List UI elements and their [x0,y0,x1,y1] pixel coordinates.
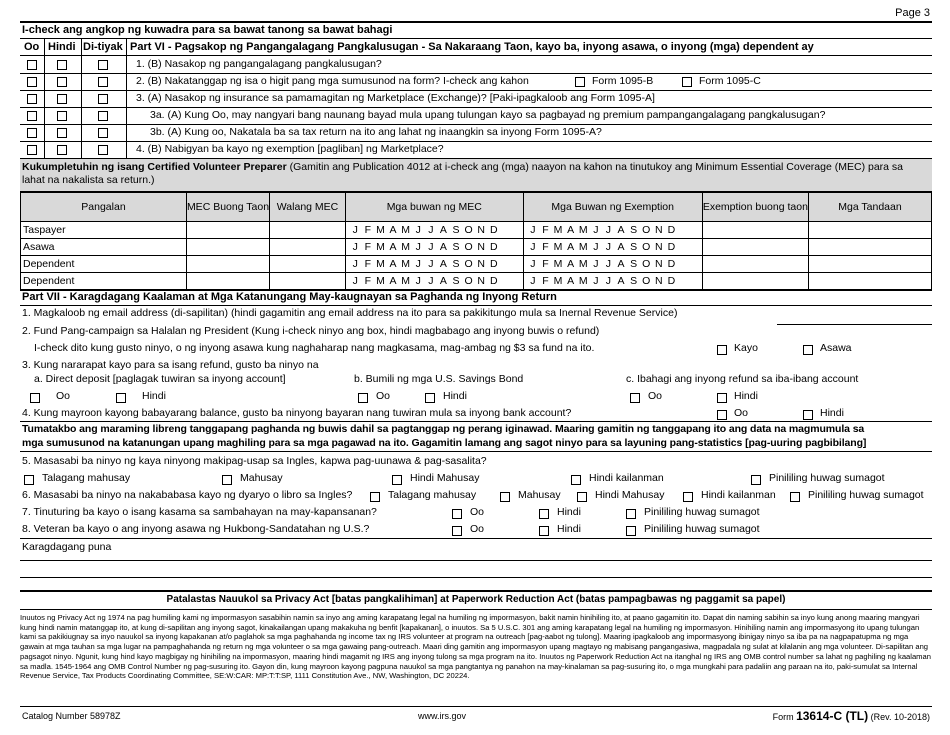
exempt-month-7[interactable]: A [617,224,625,236]
mec-month-10[interactable]: N [477,224,486,236]
irs-website[interactable]: www.irs.gov [418,711,467,721]
mec-month-4[interactable]: M [401,258,411,270]
split-refund-no-label: Hindi [734,390,758,402]
exempt-month-4[interactable]: M [578,241,588,253]
exempt-month-5[interactable]: J [593,275,599,287]
mec-month-11[interactable]: D [490,258,498,270]
mec-month-4[interactable]: M [401,224,411,236]
cvp-heading-bold: Kukumpletuhin ng isang Certified Volunteer Preparer [22,161,287,173]
exempt-month-9[interactable]: O [642,224,651,236]
disability-yes-label: Oo [470,506,485,518]
col-notes-header: Mga Tandaan [808,193,931,222]
cvp-heading [22,161,927,187]
mec-month-3[interactable]: A [389,258,397,270]
mec-table-row [21,256,932,273]
question-7-7: 7. Tinuturing ba kayo o isang kasama sa sambahayan na may-kapansanan? [22,506,377,518]
mec-month-10[interactable]: N [477,275,486,287]
mec-full-year-cell[interactable] [186,239,269,256]
campaign-you-checkbox[interactable] [717,345,727,355]
exempt-month-0[interactable]: J [530,241,536,253]
split-refund-yes-checkbox[interactable] [630,393,640,403]
mec-month-1[interactable]: F [364,224,372,236]
mec-month-4[interactable]: M [401,275,411,287]
exempt-month-1[interactable]: F [542,275,549,287]
english-read-option-1-checkbox[interactable] [500,492,510,502]
exempt-month-8[interactable]: S [630,241,638,253]
exempt-month-0[interactable]: J [530,275,536,287]
question-7-2-sub: I-check dito kung gusto ninyo, o ng inyong asawa kung naghaharap nang magkasama, mag-ambag ng $3 sa fund na ito. [34,342,595,354]
q6-2-yes-checkbox[interactable] [27,77,37,87]
english-speak-option-3-label: Hindi kailanman [589,472,664,484]
exempt-month-11[interactable]: D [667,224,676,236]
page-label: Page 3 [895,7,930,19]
mec-month-9[interactable]: O [464,224,473,236]
exempt-month-10[interactable]: N [654,241,663,253]
exempt-months-cell [523,222,702,239]
exempt-month-1[interactable]: F [542,258,549,270]
mec-month-0[interactable]: J [352,224,358,236]
exempt-month-2[interactable]: M [553,275,563,287]
col-yes-header: Oo [24,41,40,53]
mec-month-7[interactable]: A [439,275,447,287]
question-6-3b: 3b. (A) Kung oo, Nakatala ba sa tax return na ito ang lahat ng inaangkin sa inyong Form 1095-A? [150,126,602,138]
mec-row-name: Dependent [21,256,187,273]
english-speak-option-0-label: Talagang mahusay [42,472,131,484]
q6-2-unsure-checkbox[interactable] [98,77,108,87]
exempt-month-6[interactable]: J [605,258,612,270]
mec-month-8[interactable]: S [452,224,460,236]
bank-payment-yes-checkbox[interactable] [717,410,727,420]
mec-month-6[interactable]: J [428,241,434,253]
mec-month-3[interactable]: A [389,275,397,287]
question-7-4: 4. Kung mayroon kayong babayarang balance, gusto ba ninyong bayaran nang tuwiran mula sa inyong bank account? [22,407,572,419]
exempt-month-9[interactable]: O [642,275,651,287]
q6-3-no-checkbox[interactable] [57,94,67,104]
exempt-months-cell [523,256,702,273]
veteran-decline-label: Pinililing huwag sumagot [644,523,760,535]
bank-payment-no-checkbox[interactable] [803,410,813,420]
mec-month-7[interactable]: A [439,258,447,270]
q6-3a-yes-checkbox[interactable] [27,111,37,121]
exempt-month-0[interactable]: J [530,258,536,270]
exempt-month-11[interactable]: D [667,258,676,270]
stats-note-line2: mga sumusunod na katanungan upang maghiling para sa mga pagawad na ito. Gagamitin lamang ang sagot ninyo para sa layuning pang-statistics [pag-uuring pagbibilang] [22,437,867,449]
mec-month-11[interactable]: D [490,224,498,236]
veteran-decline-checkbox[interactable] [626,526,636,536]
instruction-text: I-check ang angkop ng kuwadra para sa bawat tanong sa bawat bahagi [22,24,393,36]
veteran-yes-checkbox[interactable] [452,526,462,536]
q6-3b-no-checkbox[interactable] [57,128,67,138]
exempt-month-4[interactable]: M [578,224,588,236]
english-speak-option-3-checkbox[interactable] [571,475,581,485]
english-read-option-2-checkbox[interactable] [577,492,587,502]
no-mec-cell[interactable] [270,239,346,256]
notes-cell[interactable] [808,273,931,290]
english-read-option-3-checkbox[interactable] [683,492,693,502]
exempt-month-5[interactable]: J [593,224,599,236]
mec-full-year-cell[interactable] [186,222,269,239]
form-id [773,709,930,723]
question-7-3b: b. Bumili ng mga U.S. Savings Bond [354,373,524,385]
mec-month-11[interactable]: D [490,241,498,253]
exempt-month-7[interactable]: A [617,258,625,270]
exempt-months-cell [523,239,702,256]
exempt-month-6[interactable]: J [605,275,612,287]
comments-label: Karagdagang puna [22,541,112,553]
mec-month-5[interactable]: J [415,258,421,270]
question-7-5: 5. Masasabi ba ninyo ng kaya ninyong makipag-usap sa Ingles, kapwa pag-uunawa & pag-sasalita? [22,455,487,467]
mec-month-8[interactable]: S [452,241,460,253]
exempt-full-year-cell[interactable] [702,273,808,290]
col-name-header: Pangalan [21,193,187,222]
question-6-3: 3. (A) Nasakop ng insurance sa pamamagitan ng Marketplace (Exchange)? [Paki-ipagkaloob ang Form 1095-A] [136,92,655,104]
mec-month-10[interactable]: N [477,258,486,270]
form-revision: (Rev. 10-2018) [870,712,930,722]
col-mec-months-header: Mga buwan ng MEC [345,193,523,222]
exempt-month-6[interactable]: J [605,224,612,236]
mec-months-cell [345,222,523,239]
mec-month-8[interactable]: S [452,275,460,287]
mec-month-1[interactable]: F [364,258,372,270]
col-exempt-year-header: Exemption buong taon [702,193,808,222]
english-speak-option-2-label: Hindi Mahusay [410,472,480,484]
exempt-months-cell [523,273,702,290]
english-speak-option-4-label: Pinililing huwag sumagot [769,472,885,484]
disability-no-label: Hindi [557,506,581,518]
question-7-2: 2. Fund Pang-campaign sa Halalan ng President (Kung i-check ninyo ang box, hindi magbabago ang inyong buwis o refund) [22,325,600,337]
question-7-3: 3. Kung nararapat kayo para sa isang refund, gusto ba ninyo na [22,359,319,371]
col-mec-year-header: MEC Buong Taon [186,193,269,222]
mec-months-cell [345,256,523,273]
english-speak-option-4-checkbox[interactable] [751,475,761,485]
mec-month-9[interactable]: O [464,275,473,287]
english-speak-option-1-label: Mahusay [240,472,283,484]
mec-month-0[interactable]: J [352,258,358,270]
veteran-no-checkbox[interactable] [539,526,549,536]
split-refund-no-checkbox[interactable] [717,393,727,403]
exempt-full-year-cell[interactable] [702,256,808,273]
email-input[interactable] [777,309,932,325]
question-6-3a: 3a. (A) Kung Oo, may nangyari bang naunang bayad mula upang tulungan kayo sa pagbayad ng premium pampangangalagang pangkalusugan? [150,109,826,121]
exempt-month-7[interactable]: A [617,275,625,287]
mec-month-5[interactable]: J [415,224,421,236]
mec-month-2[interactable]: M [376,224,385,236]
question-7-3c: c. Ibahagi ang inyong refund sa iba-ibang account [626,373,859,385]
notes-cell[interactable] [808,222,931,239]
exempt-month-7[interactable]: A [617,241,625,253]
english-speak-option-2-checkbox[interactable] [392,475,402,485]
campaign-spouse-label: Asawa [820,342,852,354]
english-read-option-4-label: Pinililing huwag sumagot [808,489,924,501]
exempt-month-4[interactable]: M [578,258,588,270]
mec-month-6[interactable]: J [428,275,434,287]
exempt-month-1[interactable]: F [542,241,549,253]
mec-full-year-cell[interactable] [186,256,269,273]
part7-title: Part VII - Karagdagang Kaalaman at Mga Katanungang May-kaugnayan sa Paghanda ng Inyong Return [22,291,557,303]
exempt-month-3[interactable]: A [567,275,575,287]
privacy-title: Patalastas Nauukol sa Privacy Act [batas pangkalihiman] at Paperwork Reduction Act (batas pampagbawas ng paggamit sa papel) [166,594,786,605]
mec-month-8[interactable]: S [452,258,460,270]
exempt-month-8[interactable]: S [630,224,638,236]
mec-month-1[interactable]: F [364,241,372,253]
exempt-month-9[interactable]: O [642,258,651,270]
exempt-full-year-cell[interactable] [702,222,808,239]
exempt-month-2[interactable]: M [553,224,563,236]
veteran-yes-label: Oo [470,523,485,535]
no-mec-cell[interactable] [270,222,346,239]
disability-decline-checkbox[interactable] [626,509,636,519]
catalog-number: Catalog Number 58978Z [22,711,121,721]
mec-row-name: Dependent [21,273,187,290]
english-read-option-4-checkbox[interactable] [790,492,800,502]
savings-bond-no-checkbox[interactable] [425,393,435,403]
mec-month-3[interactable]: A [389,224,397,236]
english-read-option-1-label: Mahusay [518,489,561,501]
bank-payment-yes-label: Oo [734,407,749,419]
form-page [20,0,932,735]
direct-deposit-no-label: Hindi [142,390,166,402]
exempt-full-year-cell[interactable] [702,239,808,256]
exempt-month-10[interactable]: N [654,275,663,287]
q6-1-unsure-checkbox[interactable] [98,60,108,70]
mec-months-cell [345,239,523,256]
mec-month-1[interactable]: F [364,275,372,287]
savings-bond-yes-label: Oo [376,390,391,402]
mec-month-5[interactable]: J [415,275,421,287]
english-read-option-2-label: Hindi Mahusay [595,489,665,501]
mec-row-name: Taspayer [21,222,187,239]
exempt-month-11[interactable]: D [667,275,676,287]
savings-bond-yes-checkbox[interactable] [358,393,368,403]
question-6-1: 1. (B) Nasakop ng pangangalagang pangkalusugan? [136,58,382,70]
mec-month-11[interactable]: D [490,275,498,287]
part6-title: Part VI - Pagsakop ng Pangangalagang Pangkalusugan - Sa Nakaraang Taon, kayo ba, inyong asawa, o inyong (mga) dependent ay [130,41,814,53]
english-read-option-0-label: Talagang mahusay [388,489,477,501]
disability-no-checkbox[interactable] [539,509,549,519]
q6-3b-yes-checkbox[interactable] [27,128,37,138]
no-mec-cell[interactable] [270,256,346,273]
mec-table-row [21,273,932,290]
question-7-1: 1. Magkaloob ng email address (di-sapilitan) (hindi gagamitin ang email address na ito para sa pakikitungo mula sa Inernal Revenue Service) [22,307,678,319]
mec-table-row [21,222,932,239]
english-read-option-0-checkbox[interactable] [370,492,380,502]
question-7-3a: a. Direct deposit [paglagak tuwiran sa inyong account] [34,373,286,385]
mec-month-5[interactable]: J [415,241,421,253]
mec-month-6[interactable]: J [428,224,434,236]
q6-3a-no-checkbox[interactable] [57,111,67,121]
q6-1-no-checkbox[interactable] [57,60,67,70]
veteran-no-label: Hindi [557,523,581,535]
mec-month-0[interactable]: J [352,241,358,253]
mec-month-2[interactable]: M [376,258,385,270]
mec-table [20,192,932,290]
exempt-month-3[interactable]: A [567,241,575,253]
q6-2-no-checkbox[interactable] [57,77,67,87]
q6-3b-unsure-checkbox[interactable] [98,128,108,138]
mec-month-3[interactable]: A [389,241,397,253]
mec-month-2[interactable]: M [376,241,385,253]
col-exempt-months-header: Mga Buwan ng Exemption [523,193,702,222]
mec-month-0[interactable]: J [352,275,358,287]
question-6-4: 4. (B) Nabigyan ba kayo ng exemption [pagliban] ng Marketplace? [136,143,444,155]
exempt-month-3[interactable]: A [567,224,575,236]
exempt-month-2[interactable]: M [553,258,563,270]
bank-payment-no-label: Hindi [820,407,844,419]
mec-month-10[interactable]: N [477,241,486,253]
form-number: 13614-C (TL) [796,709,869,723]
exempt-month-9[interactable]: O [642,241,651,253]
mec-month-9[interactable]: O [464,241,473,253]
mec-table-row [21,239,932,256]
mec-month-7[interactable]: A [439,241,447,253]
english-speak-option-1-checkbox[interactable] [222,475,232,485]
mec-month-7[interactable]: A [439,224,447,236]
form-1095b-checkbox[interactable] [575,77,585,87]
col-no-header: Hindi [48,41,76,53]
q6-3-unsure-checkbox[interactable] [98,94,108,104]
mec-full-year-cell[interactable] [186,273,269,290]
question-7-8: 8. Veteran ba kayo o ang inyong asawa ng Hukbong-Sandatahan ng U.S.? [22,523,370,535]
mec-month-4[interactable]: M [401,241,411,253]
stats-note-line1: Tumatakbo ang maraming libreng tanggapang paghanda ng buwis dahil sa pagtanggap ng perang iginawad. Maaring gamitin ng tanggapang ito ang data na magmumula sa [22,423,865,435]
form-1095b-label: Form 1095-B [592,75,654,87]
exempt-month-3[interactable]: A [567,258,575,270]
english-speak-option-0-checkbox[interactable] [24,475,34,485]
question-7-6: 6. Masasabi ba ninyo na nakababasa kayo ng dyaryo o libro sa Ingles? [22,489,353,501]
exempt-month-6[interactable]: J [605,241,612,253]
disability-yes-checkbox[interactable] [452,509,462,519]
exempt-month-8[interactable]: S [630,258,638,270]
col-no-mec-header: Walang MEC [270,193,346,222]
exempt-month-4[interactable]: M [578,275,588,287]
mec-month-2[interactable]: M [376,275,385,287]
exempt-month-11[interactable]: D [667,241,676,253]
q6-1-yes-checkbox[interactable] [27,60,37,70]
form-prefix: Form [772,712,797,722]
disability-decline-label: Pinililing huwag sumagot [644,506,760,518]
split-refund-yes-label: Oo [648,390,663,402]
form-1095c-checkbox[interactable] [682,77,692,87]
q6-3a-unsure-checkbox[interactable] [98,111,108,121]
privacy-body: Inuutos ng Privacy Act ng 1974 na pag humiling kami ng impormasyon sasabihin namin sa inyo ang aming karapatang legal na humiling ng impormasyon, bakit namin hinihiling ito, at paano gagamitin ito. Dapat din naming sabihin sa inyo kung anong maaring mangyari kung hindi namin matanggap ito, at kung di-sapilitan ang inyong sagot, kinakailangan upang makakuha ng benfit [kapakanan], o inuutos. Sa 5 U.S.C. 301 ang aming karapatang legal na humiling ng impormasyon. Hinihiling namin ang impormasyong ito upang tulungan kami sa pakikiugnay sa inyo nauukol sa inyong kapakanan at/o paglahok sa mga paghahanda ng income tax ng IRS volunteer at program na outreach [pag-aabot ng tulong]. Maaring ipagkaloob ang impormasyong ibinigay ninyo sa iba pa na nagpapatupma ng mga gawain at mga tauhan sa mga lugar na pampaghahanda ng return ng mga volunteer o sa mga gawaing pang-outreach. Maari ding gamitin ang impormasyon upang magtayo ng mabisang pangangasiwa, magpadala ng sulat at kilalanin ang mga volunteer. Di-sapilitan ang pagsagot ninyo. Ngunit, kung hind kayo magbigay ng hinihiling na impormasyon, maaring hindi magamit ng IRS ang inyong tulong sa mga program na ito. Inuutos ng Paperwork Reduction Act na itanghal ng IRS ang OMB control number sa lahat ng paghiling ng kaalaman sa madla. 1545-1964 ang OMB Control Number ng pag-susuring ito. Gayon din, kung mayroon kayong pagpuna nauukol sa mga pangtantya ng panahon na may-kinalaman sa pag-susuring ito, o mga mungkahi para padaliin ang paraan na ito, paki-sumulat sa Internal Revenue Service, Tax Products Coordinating Committee, SE:W:CAR: MP:T:T:SP, 1111 Constitution Ave., NW, Washington, DC 20224. [20,613,931,681]
exempt-month-10[interactable]: N [654,224,663,236]
campaign-spouse-checkbox[interactable] [803,345,813,355]
cvp-heading-rest: (Gamitin ang Publication 4012 at i-check ang (mga) naayon na kahon na tinutukoy ang Minimum Essential Coverage (MEC) para sa lahat na nakalista sa return.) [22,161,904,186]
no-mec-cell[interactable] [270,273,346,290]
notes-cell[interactable] [808,239,931,256]
direct-deposit-no-checkbox[interactable] [116,393,126,403]
english-read-option-3-label: Hindi kailanman [701,489,776,501]
q6-4-unsure-checkbox[interactable] [98,145,108,155]
direct-deposit-yes-checkbox[interactable] [30,393,40,403]
mec-month-9[interactable]: O [464,258,473,270]
exempt-month-5[interactable]: J [593,258,599,270]
mec-row-name: Asawa [21,239,187,256]
question-6-2: 2. (B) Nakatanggap ng isa o higit pang mga sumusunod na form? I-check ang kahon [136,75,529,87]
direct-deposit-yes-label: Oo [56,390,71,402]
savings-bond-no-label: Hindi [443,390,467,402]
exempt-month-8[interactable]: S [630,275,638,287]
exempt-month-1[interactable]: F [542,224,549,236]
campaign-you-label: Kayo [734,342,758,354]
notes-cell[interactable] [808,256,931,273]
exempt-month-10[interactable]: N [654,258,663,270]
form-1095c-label: Form 1095-C [699,75,761,87]
col-unsure-header: Di-tiyak [83,41,123,53]
q6-3-yes-checkbox[interactable] [27,94,37,104]
q6-4-no-checkbox[interactable] [57,145,67,155]
exempt-month-5[interactable]: J [593,241,599,253]
mec-months-cell [345,273,523,290]
q6-4-yes-checkbox[interactable] [27,145,37,155]
exempt-month-2[interactable]: M [553,241,563,253]
exempt-month-0[interactable]: J [530,224,536,236]
mec-month-6[interactable]: J [428,258,434,270]
